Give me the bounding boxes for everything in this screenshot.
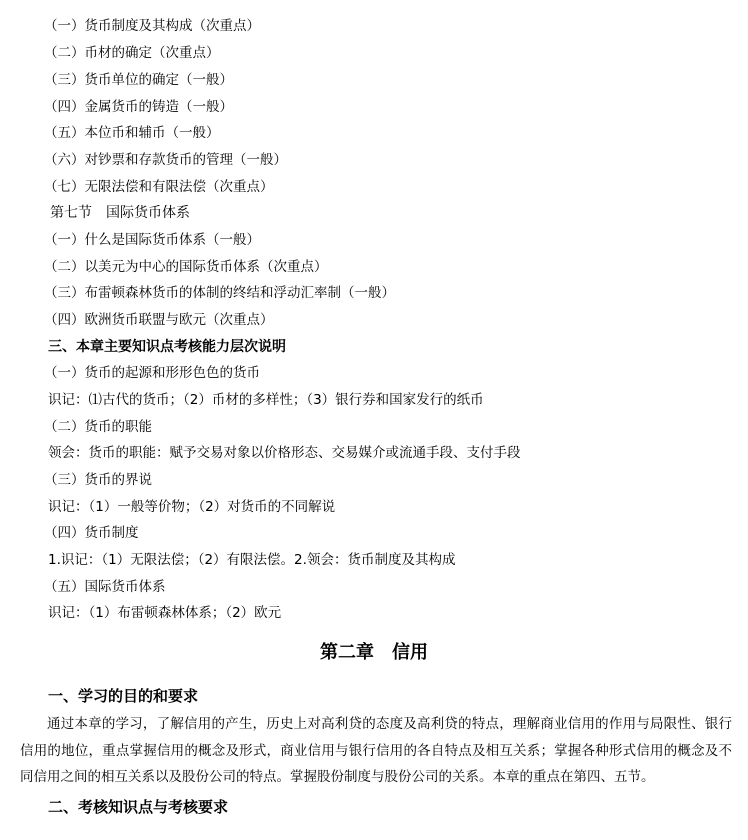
list-item: （四）货币制度: [44, 525, 139, 541]
list-item: 识记：（1）一般等价物；（2）对货币的不同解说: [48, 499, 336, 515]
list-item: （三）货币的界说: [44, 472, 152, 488]
list-item: （二）以美元为中心的国际货币体系（次重点）: [44, 259, 328, 275]
list-item: （三）货币单位的确定（一般）: [44, 72, 233, 88]
part-heading: 一、学习的目的和要求: [48, 687, 199, 705]
list-item: （六）对钞票和存款货币的管理（一般）: [44, 152, 287, 168]
list-item: （二）币材的确定（次重点）: [44, 45, 220, 61]
list-item: （七）无限法偿和有限法偿（次重点）: [44, 179, 274, 195]
list-item: （一）货币的起源和形形色色的货币: [44, 365, 260, 381]
list-item: （三）布雷顿森林货币的体制的终结和浮动汇率制（一般）: [44, 285, 395, 301]
list-item: （五）本位币和辅币（一般）: [44, 125, 220, 141]
chapter-title: 第二章 信用: [320, 642, 428, 663]
body-paragraph: 通过本章的学习，了解信用的产生，历史上对高利贷的态度及高利贷的特点，理解商业信用的作用与局限性、银行信用的地位，重点掌握信用的概念及形式，商业信用与银行信用的各自特点及相互关系；掌握各种形式信用的概念及不同信用之间的相互关系以及股份公司的特点。掌握股份制度与股份公司的关系。本章的重点在第四、五节。: [20, 716, 732, 785]
section-heading: 第七节 国际货币体系: [50, 205, 190, 221]
part-heading: 三、本章主要知识点考核能力层次说明: [48, 339, 286, 355]
part-heading: 二、考核知识点与考核要求: [48, 798, 229, 816]
list-item: 识记：（1）布雷顿森林体系；（2）欧元: [48, 605, 282, 621]
list-item: （四）欧洲货币联盟与欧元（次重点）: [44, 312, 274, 328]
list-item: （二）货币的职能: [44, 419, 152, 435]
list-item: 领会：货币的职能：赋予交易对象以价格形态、交易媒介或流通手段、支付手段: [48, 445, 521, 461]
list-item: （五）国际货币体系: [44, 579, 166, 595]
list-item: 识记：⑴古代的货币；（2）币材的多样性；（3）银行券和国家发行的纸币: [48, 392, 484, 408]
list-item: （一）货币制度及其构成（次重点）: [44, 18, 260, 34]
list-item: （一）什么是国际货币体系（一般）: [44, 232, 260, 248]
list-item: （四）金属货币的铸造（一般）: [44, 99, 233, 115]
list-item: 1.识记：（1）无限法偿；（2）有限法偿。2.领会：货币制度及其构成: [48, 552, 456, 568]
